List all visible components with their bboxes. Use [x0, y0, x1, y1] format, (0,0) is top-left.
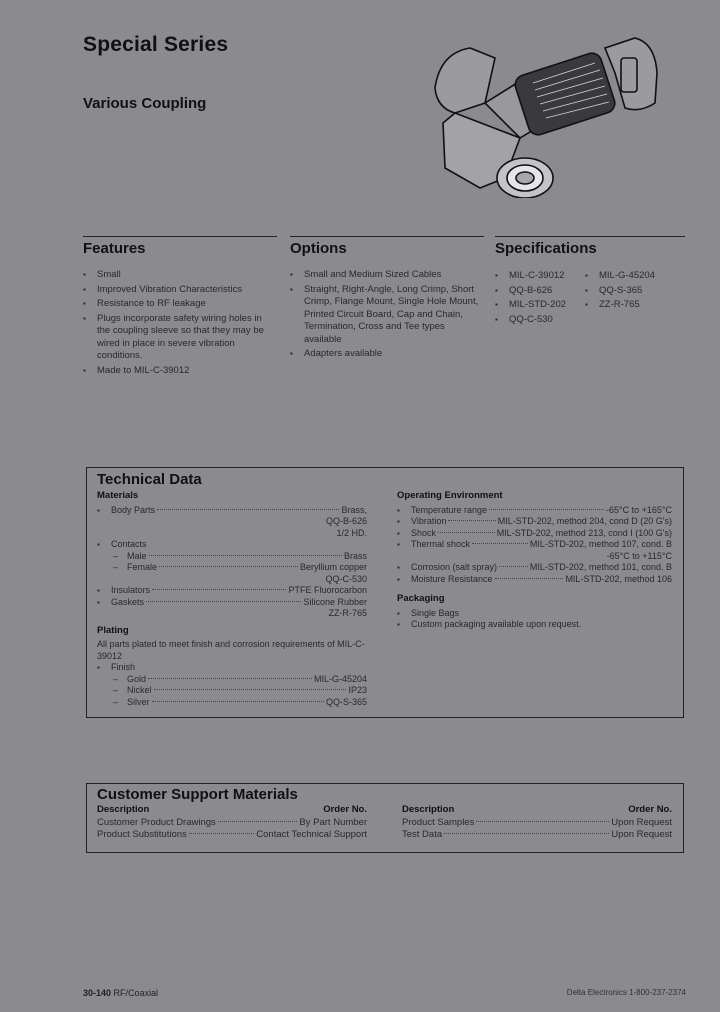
order-header: Order No.	[323, 804, 367, 815]
materials-row: – Male Brass	[97, 551, 367, 563]
materials-continuation: 1/2 HD.	[336, 527, 367, 538]
support-row: Product Samples Upon Request	[402, 816, 672, 828]
plating-heading: Plating	[97, 624, 129, 636]
feature-item: ▪ Resistance to RF leakage	[83, 298, 277, 311]
materials-row: ▪ Body Parts Brass,	[97, 505, 367, 517]
page-subtitle: Various Coupling	[83, 95, 207, 112]
support-left-column	[97, 804, 367, 842]
description-header: Description	[97, 804, 150, 815]
customer-support-box	[86, 783, 684, 853]
options-heading: Options	[290, 240, 347, 257]
spec-item: ▪ MIL-C-39012	[495, 269, 585, 284]
packaging-heading: Packaging	[397, 593, 445, 604]
feature-item: ▪ Plugs incorporate safety wiring holes in the coupling sleeve so that they may be wired in place in severe vibration conditions.	[83, 313, 277, 363]
environment-heading: Operating Environment	[397, 490, 503, 501]
feature-item: ▪ Small	[83, 269, 277, 282]
materials-row: ▪ Insulators PTFE Fluorocarbon	[97, 585, 367, 597]
technical-left-column	[97, 490, 367, 708]
plating-row: – Silver QQ-S-365	[97, 697, 367, 709]
plating-row: ▪ Finish	[97, 662, 367, 674]
feature-item: ▪ Made to MIL-C-39012	[83, 365, 277, 378]
spec-item: ▪ MIL-STD-202	[495, 298, 585, 313]
materials-row: ▪ Contacts	[97, 539, 367, 551]
materials-continuation: ZZ-R-765	[328, 608, 367, 618]
company-phone: 1-800-237-2374	[629, 988, 686, 997]
page-title: Special Series	[83, 33, 229, 56]
environment-row: ▪ Vibration MIL-STD-202, method 204, cond D (20 G's)	[397, 516, 672, 528]
spec-item: ▪ QQ-B-626	[495, 284, 585, 299]
support-row: Test Data Upon Request	[402, 829, 672, 840]
spec-item: ▪ ZZ-R-765	[585, 298, 675, 313]
plating-row: – Nickel IP23	[97, 685, 367, 697]
packaging-item: ▪ Single Bags	[397, 608, 672, 620]
materials-continuation: QQ-C-530	[325, 573, 367, 584]
specifications-section	[495, 236, 685, 327]
support-right-column	[402, 804, 672, 842]
customer-support-heading: Customer Support Materials	[97, 786, 298, 803]
company-footer	[567, 988, 686, 997]
technical-data-heading: Technical Data	[97, 471, 202, 488]
company-name: Delta Electronics	[566, 988, 627, 997]
feature-item: ▪ Improved Vibration Characteristics	[83, 284, 277, 297]
options-section	[290, 236, 484, 363]
materials-row: ▪ Gaskets Silicone Rubber	[97, 597, 367, 609]
environment-row: ▪ Corrosion (salt spray) MIL-STD-202, method 101, cond. B	[397, 562, 672, 574]
spec-item: ▪ QQ-S-365	[585, 284, 675, 299]
page-footer	[83, 988, 158, 998]
section-name: RF/Coaxial	[113, 988, 159, 998]
option-item: ▪ Straight, Right-Angle, Long Crimp, Short Crimp, Flange Mount, Single Hole Mount, Printed Circuit Board, Cap and Chain, Termination, Cross and Tee types available	[290, 284, 484, 347]
materials-row: – Female Beryllium copper	[97, 562, 367, 574]
environment-continuation: -65°C to +115°C	[606, 550, 672, 561]
materials-heading: Materials	[97, 490, 139, 501]
plating-text: All parts plated to meet finish and corrosion requirements of MIL-C-39012	[97, 639, 365, 661]
page-number: 30-140	[83, 988, 112, 998]
description-header: Description	[402, 804, 455, 815]
spec-item: ▪ QQ-C-530	[495, 313, 585, 328]
technical-right-column	[397, 490, 672, 631]
option-item: ▪ Small and Medium Sized Cables	[290, 269, 484, 282]
connector-image	[425, 28, 665, 198]
environment-row: ▪ Thermal shock MIL-STD-202, method 107, cond. B	[397, 539, 672, 551]
features-section	[83, 236, 277, 379]
option-item: ▪ Adapters available	[290, 348, 484, 361]
materials-continuation: QQ-B-626	[325, 516, 367, 526]
environment-row: ▪ Temperature range -65°C to +165°C	[397, 505, 672, 517]
plating-row: – Gold MIL-G-45204	[97, 674, 367, 686]
features-heading: Features	[83, 240, 146, 257]
environment-row: ▪ Shock MIL-STD-202, method 213, cond I (100 G's)	[397, 528, 672, 540]
environment-row: ▪ Moisture Resistance MIL-STD-202, method 106	[397, 574, 672, 586]
order-header: Order No.	[628, 804, 672, 815]
support-row: Product Substitutions Contact Technical Support	[97, 829, 367, 840]
support-row: Customer Product Drawings By Part Number	[97, 816, 367, 828]
specifications-heading: Specifications	[495, 240, 597, 257]
packaging-item: ▪ Custom packaging available upon request.	[397, 619, 672, 631]
spec-item: ▪ MIL-G-45204	[585, 269, 675, 284]
technical-data-box	[86, 467, 684, 718]
